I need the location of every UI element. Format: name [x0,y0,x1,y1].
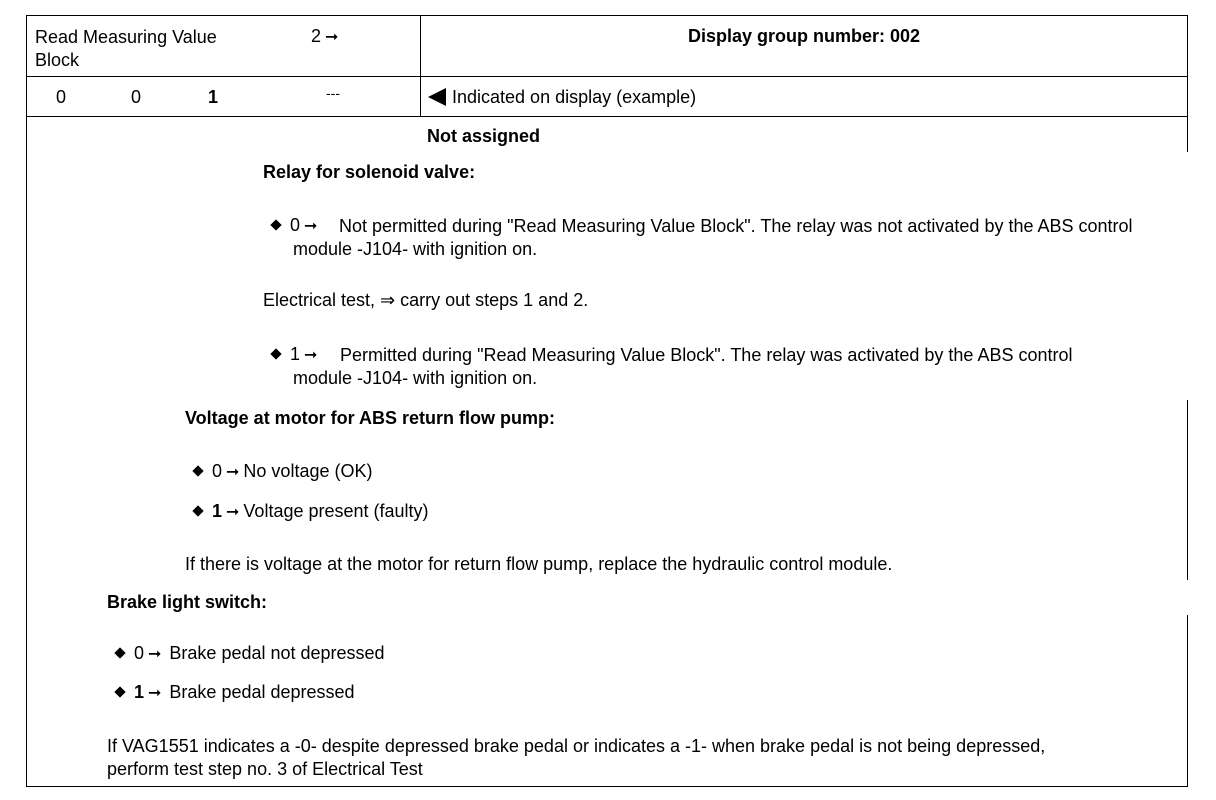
bullet-icon [270,348,282,360]
bullet-icon [114,647,126,659]
right-arrow-icon: ➞ [148,685,162,702]
relay-electrical-test: Electrical test, ⇒ carry out steps 1 and 2. [263,290,589,310]
display-group-title: Display group number: 002 [687,26,921,46]
voltage-heading: Voltage at motor for ABS return flow pump: [185,408,555,428]
relay-item-1-text: Permitted during "Read Measuring Value Block". The relay was activated by the ABS control module -J104- with ignition on. [293,345,1073,388]
relay-item-0-text: Not permitted during "Read Measuring Value Block". The relay was not activated by the ABS control module -J104- with ignition on. [293,216,1133,259]
voltage-item-1 [192,501,429,522]
indicated-label: Indicated on display (example) [452,87,697,107]
voltage-item-1-num: 1 [212,501,223,521]
field-2: 0 [131,87,142,107]
bullet-icon [192,505,204,517]
border-row2 [26,116,1188,117]
header-left-title: Read Measuring Value Block [35,27,217,70]
field-1: 0 [56,87,67,107]
border-bottom [26,786,1188,787]
brake-item-1-num: 1 [134,682,145,702]
field-3: 1 [208,87,219,107]
right-arrow-icon: ➞ [226,504,240,521]
voltage-item-0-num: 0 [212,461,223,481]
next-group-number: 2 [311,26,322,46]
relay-heading: Relay for solenoid valve: [263,162,476,182]
border-right-bottom [1187,615,1188,787]
not-assigned: Not assigned [427,126,541,146]
voltage-item-0-text: No voltage (OK) [243,461,373,481]
brake-note: If VAG1551 indicates a -0- despite depressed brake pedal or indicates a -1- when brake pedal is not being depressed, perform test step no. 3 of Electrical Test [107,736,1046,779]
pointer-left-icon [428,88,446,106]
brake-item-0 [114,643,385,664]
right-arrow-icon: ➞ [148,646,162,663]
bullet-icon [192,465,204,477]
voltage-item-1-text: Voltage present (faulty) [243,501,429,521]
right-arrow-icon: ➞ [304,347,318,364]
brake-item-1-text: Brake pedal depressed [169,682,355,702]
relay-item-1-num: 1 [290,344,301,364]
indicated-on-display [428,87,696,108]
voltage-item-0 [192,461,372,482]
brake-heading: Brake light switch: [107,592,268,612]
right-arrow-icon: ➞ [325,29,339,46]
brake-item-0-num: 0 [134,643,145,663]
right-arrow-icon: ➞ [304,218,318,235]
right-arrow-icon: ➞ [226,464,240,481]
bullet-icon [270,219,282,231]
brake-item-0-text: Brake pedal not depressed [169,643,385,663]
border-row1 [26,76,1188,77]
relay-item-0-num: 0 [290,215,301,235]
border-left [26,15,27,787]
brake-item-1 [114,682,355,703]
field-4: --- [326,85,340,101]
border-right-mid [1187,400,1188,580]
header-next-group [311,26,342,47]
bullet-icon [114,686,126,698]
border-top [26,15,1188,16]
voltage-note: If there is voltage at the motor for return flow pump, replace the hydraulic control module. [185,554,893,574]
